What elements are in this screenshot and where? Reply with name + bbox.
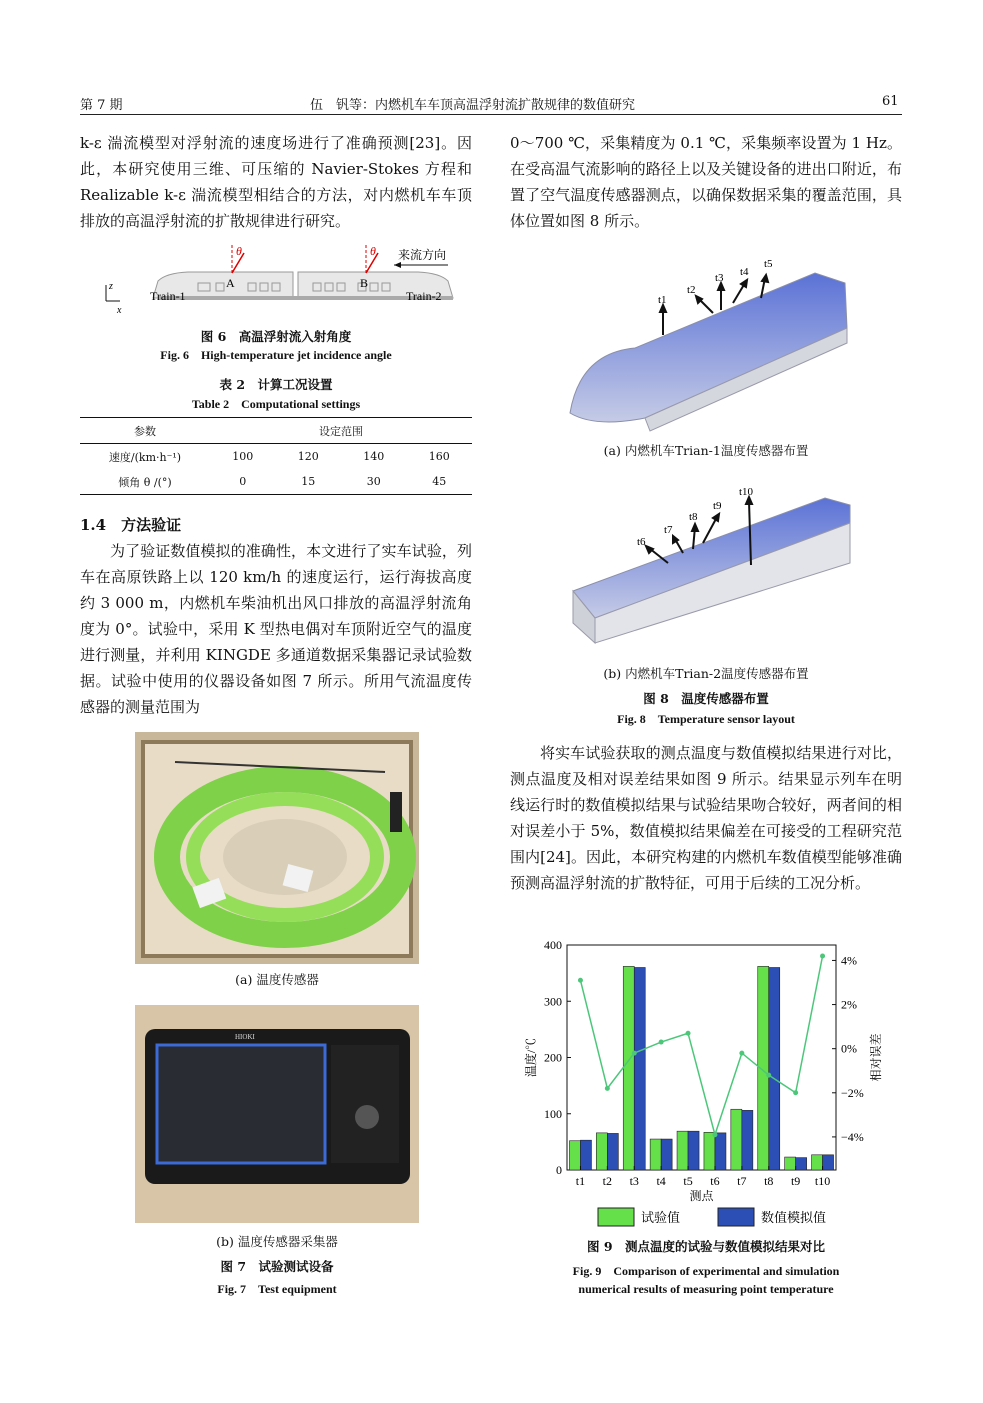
page-number: 61 xyxy=(882,94,899,109)
train-2-label: Train-2 xyxy=(406,289,442,303)
relative-error-point-t8 xyxy=(766,1073,771,1078)
figure-6-caption-en: Fig. 6 High-temperature jet incidence angle xyxy=(160,348,392,362)
table-header-param: 参数 xyxy=(134,424,156,438)
table-2 xyxy=(80,417,472,495)
sensor-label-t8: t8 xyxy=(689,511,698,523)
y2-tick-label: −2% xyxy=(841,1085,864,1100)
figure-8a-subcaption: (a) 内燃机车Trian-1温度传感器布置 xyxy=(603,443,809,458)
sensor-label-t4: t4 xyxy=(740,266,749,278)
x-tick-label: t7 xyxy=(737,1174,747,1188)
table-cell-label: 倾角 θ /(°) xyxy=(118,475,172,489)
table-cell-label: 速度/(km·h⁻¹) xyxy=(108,450,182,464)
bar-simulation-t7 xyxy=(742,1110,753,1170)
figure-8a-train-layout xyxy=(565,253,855,433)
sensor-label-t5: t5 xyxy=(764,258,773,270)
x-tick-label: t8 xyxy=(764,1174,774,1188)
sensor-label-t10: t10 xyxy=(739,486,754,498)
issue-number: 第 7 期 xyxy=(80,98,123,113)
y-tick-label: 100 xyxy=(544,1106,562,1121)
table-cell: 160 xyxy=(428,450,450,463)
x-tick-label: t5 xyxy=(683,1174,693,1188)
figure-8b-subcaption: (b) 内燃机车Trian-2温度传感器布置 xyxy=(603,666,809,681)
right-mid-paragraph: 将实车试验获取的测点温度与数值模拟结果进行对比，测点温度及相对误差结果如图 9 所示。结果显示列车在明线运行时的数值模拟结果与试验结果吻合较好，两者间的相对误差小于 5%，数值模拟结果偏差在可接受的工程研究范围内[24]。因此，本研究构建的内燃机车数值模型能够准确预测高温浮射流的扩散特征，可用于后续的工况分析。 xyxy=(510,744,902,892)
figure-7-caption-cn: 图 7 试验测试设备 xyxy=(220,1259,334,1274)
relative-error-point-t10 xyxy=(820,954,825,959)
x-tick-label: t1 xyxy=(575,1174,586,1188)
sensor-label-t2: t2 xyxy=(687,284,696,296)
figure-6-diagram xyxy=(98,243,458,318)
bar-experimental-t9 xyxy=(785,1157,796,1170)
relative-error-point-t2 xyxy=(605,1086,610,1091)
bar-experimental-t4 xyxy=(650,1139,661,1170)
train-1-label: Train-1 xyxy=(150,289,186,303)
bar-simulation-t1 xyxy=(580,1140,591,1170)
relative-error-point-t3 xyxy=(632,1051,637,1056)
y-tick-label: 400 xyxy=(544,938,562,952)
sensor-label-t9: t9 xyxy=(713,500,722,512)
figure-6-caption-cn: 图 6 高温浮射流入射角度 xyxy=(200,329,352,344)
data-logger-illustration xyxy=(135,1005,419,1223)
flow-direction-label: 来流方向 xyxy=(398,248,447,262)
figure-8b-train-layout xyxy=(565,483,855,653)
bar-simulation-t2 xyxy=(607,1133,618,1170)
y2-tick-label: −4% xyxy=(841,1129,864,1144)
figure-9-caption-en-2: numerical results of measuring point temperature xyxy=(578,1282,834,1296)
legend-label-experimental: 试验值 xyxy=(641,1210,681,1225)
x-axis-label: 测点 xyxy=(689,1189,714,1203)
temperature-sensor-photo xyxy=(135,732,419,964)
bar-simulation-t4 xyxy=(661,1139,672,1170)
table-cell: 45 xyxy=(432,475,447,488)
table-cell: 140 xyxy=(363,450,385,463)
x-tick-label: t10 xyxy=(814,1174,831,1188)
bar-experimental-t6 xyxy=(704,1132,715,1170)
point-b-label: B xyxy=(360,276,369,290)
bar-simulation-t10 xyxy=(823,1155,834,1170)
figure-7a-subcaption: (a) 温度传感器 xyxy=(235,972,319,987)
x-tick-label: t9 xyxy=(790,1174,801,1188)
x-tick-label: t2 xyxy=(602,1174,613,1188)
figure-9-caption-cn: 图 9 测点温度的试验与数值模拟结果对比 xyxy=(586,1239,826,1254)
y2-tick-label: 2% xyxy=(841,997,857,1012)
relative-error-point-t1 xyxy=(578,978,583,983)
bar-simulation-t9 xyxy=(796,1158,807,1170)
figure-9-chart xyxy=(510,935,902,1235)
right-top-paragraph: 0～700 ℃，采集精度为 0.1 ℃，采集频率设置为 1 Hz。在受高温气流影响的路径上以及关键设备的进出口附近，布置了空气温度传感器测点，以确保数据采集的覆盖范围，具体位置如图 8 所示。 xyxy=(510,134,902,230)
bar-experimental-t2 xyxy=(596,1133,607,1170)
bar-experimental-t7 xyxy=(731,1109,742,1170)
flow-arrow-head xyxy=(394,262,401,268)
data-logger-photo xyxy=(135,1005,419,1223)
figure-7-caption-en: Fig. 7 Test equipment xyxy=(217,1282,337,1296)
table-header-range: 设定范围 xyxy=(319,424,363,438)
figure-7b-subcaption: (b) 温度传感器采集器 xyxy=(216,1234,338,1249)
section-heading: 1.4 方法验证 xyxy=(80,516,182,534)
y-tick-label: 0 xyxy=(556,1163,562,1177)
table-cell: 30 xyxy=(366,475,381,488)
relative-error-point-t5 xyxy=(686,1031,691,1036)
y-axis-label: 温度/℃ xyxy=(524,1037,538,1078)
relative-error-line xyxy=(580,956,822,1135)
sensor-label-t6: t6 xyxy=(637,536,646,548)
header-rule xyxy=(80,114,902,115)
table-row xyxy=(80,469,472,495)
table-2-caption-cn: 表 2 计算工况设置 xyxy=(219,377,333,392)
legend-swatch-simulation xyxy=(718,1208,754,1226)
device-brand: HIOKI xyxy=(235,1033,255,1041)
bar-experimental-t5 xyxy=(677,1131,688,1170)
bar-simulation-t6 xyxy=(715,1133,726,1170)
left-top-paragraph: k-ε 湍流模型对浮射流的速度场进行了准确预测[23]。因此，本研究使用三维、可压缩的 Navier-Stokes 方程和 Realizable k-ε 湍流模型相结合的方法，对内燃机车车顶排放的高温浮射流的扩散规律进行研究。 xyxy=(80,134,472,230)
y-tick-label: 200 xyxy=(544,1050,562,1065)
point-a-label: A xyxy=(226,276,235,290)
x-tick-label: t4 xyxy=(656,1174,666,1188)
relative-error-point-t9 xyxy=(793,1090,798,1095)
table-row xyxy=(80,444,472,470)
relative-error-point-t6 xyxy=(712,1132,717,1137)
y-tick-label: 300 xyxy=(544,994,562,1009)
bar-experimental-t10 xyxy=(812,1155,823,1170)
table-2-caption-en: Table 2 Computational settings xyxy=(191,397,361,411)
sensor-label-t1: t1 xyxy=(658,294,667,306)
y2-axis-label: 相对误差 xyxy=(869,1033,883,1082)
relative-error-point-t4 xyxy=(659,1040,664,1045)
figure-8-caption-en: Fig. 8 Temperature sensor layout xyxy=(617,712,795,726)
relative-error-point-t7 xyxy=(739,1051,744,1056)
table-header-row xyxy=(80,418,472,444)
x-axis-label: x xyxy=(117,305,122,316)
x-tick-label: t6 xyxy=(710,1174,720,1188)
y2-tick-label: 4% xyxy=(841,953,857,968)
bar-simulation-t5 xyxy=(688,1131,699,1170)
theta-label-b: θ xyxy=(370,244,376,258)
z-axis-label: z xyxy=(109,281,113,292)
bar-experimental-t1 xyxy=(569,1141,580,1170)
bar-simulation-t8 xyxy=(769,968,780,1171)
figure-9-caption-en-1: Fig. 9 Comparison of experimental and simulation xyxy=(572,1264,840,1278)
legend-label-simulation: 数值模拟值 xyxy=(761,1210,827,1225)
x-tick-label: t3 xyxy=(629,1174,639,1188)
legend-swatch-experimental xyxy=(598,1208,634,1226)
table-cell: 100 xyxy=(232,450,254,463)
y2-tick-label: 0% xyxy=(841,1041,857,1056)
theta-label-a: θ xyxy=(236,244,242,258)
section-paragraph: 为了验证数值模拟的准确性，本文进行了实车试验，列车在高原铁路上以 120 km/h 的速度运行，运行海拔高度约 3 000 m，内燃机车柴油机出风口排放的高温浮射流角度为 0°。试验中，采用 K 型热电偶对车顶附近空气的温度进行测量，并利用 KINGDE 多通道数据采集器记录试验数据。试验中使用的仪器设备如图 7 所示。所用气流温度传感器的测量范围为 xyxy=(80,542,472,716)
sensor-label-t3: t3 xyxy=(715,272,724,284)
table-cell: 0 xyxy=(239,475,247,488)
table-cell: 120 xyxy=(297,450,319,463)
bar-experimental-t3 xyxy=(623,966,634,1170)
running-title: 伍 钒等：内燃机车车顶高温浮射流扩散规律的数值研究 xyxy=(310,98,636,113)
figure-8-caption-cn: 图 8 温度传感器布置 xyxy=(643,691,769,706)
sensor-label-t7: t7 xyxy=(664,524,673,536)
sensor-coil-illustration xyxy=(135,732,419,964)
bar-simulation-t3 xyxy=(634,968,645,1171)
table-cell: 15 xyxy=(301,475,316,488)
